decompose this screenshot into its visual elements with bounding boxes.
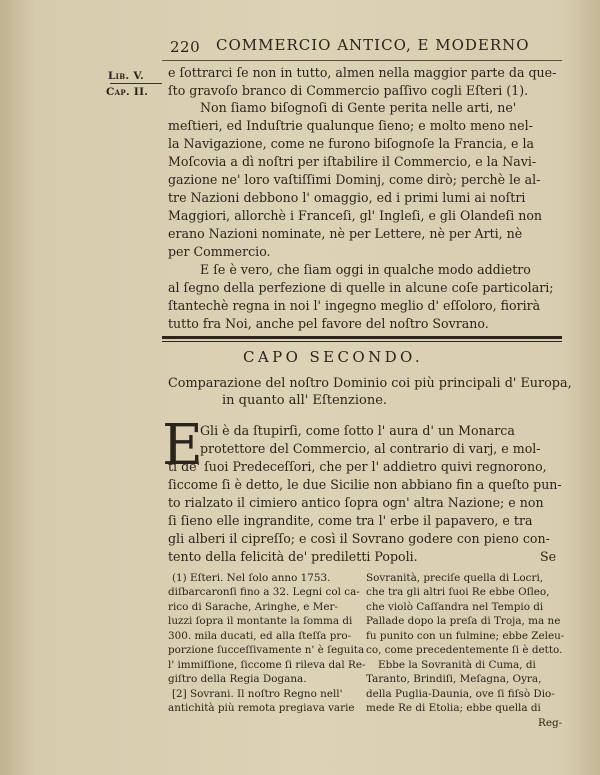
catchword: Se bbox=[540, 549, 557, 564]
footnote-right-line: Pallade dopo la preſa di Troja, ma ne bbox=[366, 615, 561, 627]
footnote-left-line: porzione ſucceſſivamente n' è ſeguita bbox=[168, 644, 365, 656]
footnote-left-line: [2] Sovrani. Il noſtro Regno nell' bbox=[172, 688, 343, 700]
footnote-right-line: Ebbe la Sovranità di Cuma, di bbox=[378, 659, 536, 671]
p1-line: tre Nazioni debbono l' omaggio, ed i primi lumi ai noſtri bbox=[168, 190, 526, 205]
p1-line: per Commercio. bbox=[168, 244, 271, 259]
p3-line: gli alberi il cipreſſo; e così il Sovrano godere con pieno con- bbox=[168, 531, 550, 546]
footnote-left-line: rico di Sarache, Aringhe, e Mer- bbox=[168, 601, 338, 613]
drop-cap: E bbox=[162, 413, 203, 478]
section-heading-line2: in quanto all' Eſtenzione. bbox=[222, 393, 388, 408]
running-title: COMMERCIO ANTICO, E MODERNO bbox=[216, 36, 530, 54]
footnote-right-line: della Puglia-Daunia, ove ſi fiſsò Dio- bbox=[366, 688, 555, 700]
header-rule bbox=[162, 60, 562, 61]
p1-line: gazione ne' loro vaſtiſſimi Dominj, come dirò; perchè le al- bbox=[168, 172, 541, 187]
p3-line: ti de' ſuoi Predeceſſori, che per l' addietro quivi regnorono, bbox=[168, 459, 547, 474]
sidenote-chapter: Cap. II. bbox=[106, 86, 149, 98]
footnote-right-line: che tra gli altri ſuoi Re ebbe Oſleo, bbox=[366, 586, 550, 598]
footnote-right-line: che violò Caſſandra nel Tempio di bbox=[366, 601, 544, 613]
p2-line: al ſegno della perfezione di quelle in alcune coſe particolari; bbox=[168, 280, 554, 295]
p1-line: Moſcovia a dì noſtri per iſtabilire il Commercio, e la Navi- bbox=[168, 154, 537, 169]
sidenote-rule bbox=[110, 83, 162, 84]
footnote-left-line: giſtro della Regia Dogana. bbox=[168, 673, 307, 685]
section-heading-line1: Comparazione del noſtro Dominio coi più principali d' Europa, bbox=[168, 376, 572, 391]
p2-line: tutto fra Noi, anche pel favore del noſtro Sovrano. bbox=[168, 316, 489, 331]
footnote-right-line: Taranto, Brindiſi, Meſagna, Oyra, bbox=[366, 673, 542, 685]
p1-line: meſtieri, ed Induſtrie qualunque ſieno; e molto meno nel- bbox=[168, 118, 533, 133]
p3-line: Gli è da ſtupirſi, come ſotto l' aura d' un Monarca bbox=[200, 423, 515, 438]
p3-line: to rialzato il cimiero antico ſopra ogn' altra Nazione; e non bbox=[168, 495, 544, 510]
footnote-right-line: Sovranità, preciſe quella di Locri, bbox=[366, 572, 544, 584]
page-number: 220 bbox=[170, 38, 201, 56]
p3-line: tento della felicità de' prediletti Popoli. bbox=[168, 549, 418, 564]
footnote-right-line: co, come precedentemente ſi è detto. bbox=[366, 644, 563, 656]
p1-line: erano Nazioni nominate, nè per Lettere, nè per Arti, nè bbox=[168, 226, 523, 241]
footnote-left-line: diſbarcaronſi fino a 32. Legni col ca- bbox=[168, 586, 360, 598]
footnote-left-line: (1) Eſteri. Nel ſolo anno 1753. bbox=[172, 572, 331, 584]
p1-line: Non ſiamo biſognoſi di Gente perita nelle arti, ne' bbox=[200, 100, 517, 115]
footnote-right-line: fu punito con un fulmine; ebbe Zeleu- bbox=[366, 630, 565, 642]
footnote-left-line: l' immiſſione, ſiccome ſi rileva dal Re- bbox=[168, 659, 366, 671]
p1-line: la Navigazione, come ne furono biſognoſe la Francia, e la bbox=[168, 136, 534, 151]
p3-line: protettore del Commercio, al contrario di varj, e mol- bbox=[200, 441, 541, 456]
p1-line: Maggiori, allorchè i Franceſi, gl' Ingleſi, e gli Olandeſi non bbox=[168, 208, 543, 223]
p3-line: ſi ſieno elle ingrandite, come tra l' erbe il papavero, e tra bbox=[168, 513, 533, 528]
p1-line: e ſottrarci ſe non in tutto, almen nella maggior parte da que- bbox=[168, 65, 557, 80]
chapter-rule-thin bbox=[162, 341, 562, 342]
sidenote-book: Lib. V. bbox=[108, 70, 144, 82]
footnote-right-line: mede Re di Etolia; ebbe quella di bbox=[366, 702, 541, 714]
chapter-title: CAPO SECONDO. bbox=[243, 348, 424, 366]
p3-line: ſiccome ſi è detto, le due Sicilie non abbiano fin a queſto pun- bbox=[168, 477, 562, 492]
p2-line: ſtantechè regna in noi l' ingegno meglio d' eſſoloro, fiorirà bbox=[168, 298, 541, 313]
p1-line: ſto gravoſo branco di Commercio paſſivo cogli Eſteri (1). bbox=[168, 83, 529, 98]
p2-line: E ſe è vero, che ſiam oggi in qualche modo addietro bbox=[200, 262, 531, 277]
footnote-catchword: Reg- bbox=[538, 717, 563, 729]
footnote-left-line: antichità più remota pregiava varie bbox=[168, 702, 355, 714]
footnote-left-line: luzzi ſopra il montante la ſomma di bbox=[168, 615, 353, 627]
footnote-left-line: 300. mila ducati, ed alla ſteſſa pro- bbox=[168, 630, 352, 642]
chapter-rule-thick bbox=[162, 336, 562, 339]
